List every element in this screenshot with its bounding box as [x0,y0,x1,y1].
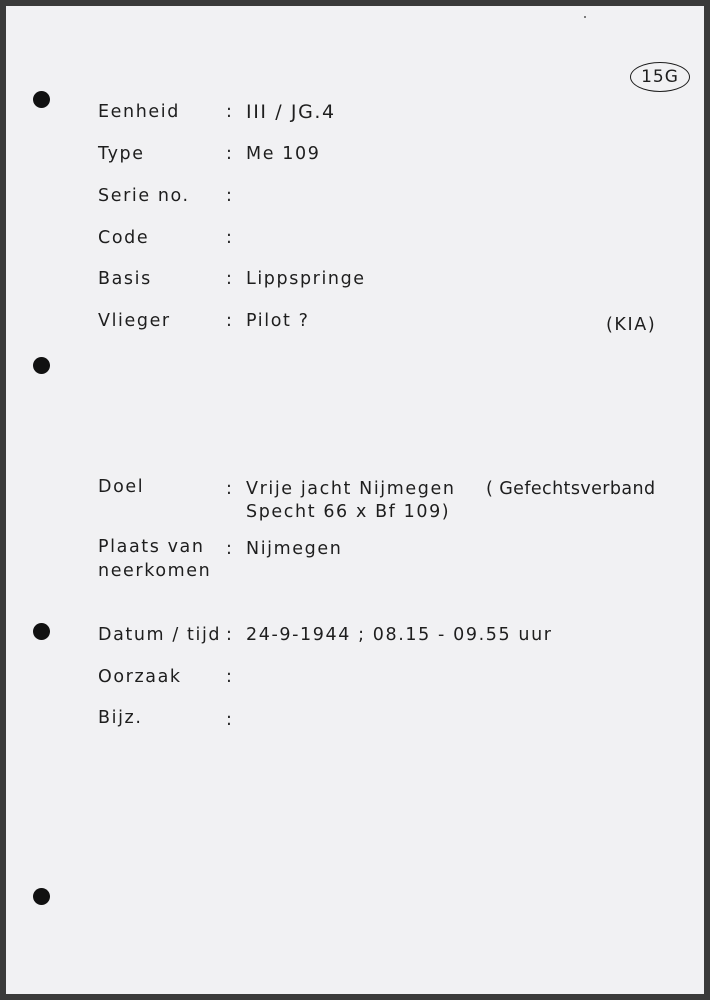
basis-label: Basis [98,269,152,289]
doel-label: Doel [98,477,145,497]
eenheid-label: Eenheid [98,102,180,122]
vlieger-value: Pilot ? [246,311,310,331]
serie-colon: : [226,186,234,206]
vlieger-label: Vlieger [98,311,171,331]
plaats-label-line2: neerkomen [98,561,212,581]
ink-dot [584,16,586,18]
punch-hole [33,357,50,374]
doel-value-line1-extra: ( Gefechtsverband [486,479,656,499]
type-label: Type [98,144,145,164]
doel-value-line2: Specht 66 x Bf 109) [246,502,451,522]
vlieger-status: (KIA) [606,315,657,335]
type-colon: : [226,144,234,164]
bijz-label: Bijz. [98,708,143,728]
punch-hole [33,91,50,108]
code-label: Code [98,228,150,248]
plaats-colon: : [226,539,234,559]
code-colon: : [226,228,234,248]
oorzaak-colon: : [226,667,234,687]
bijz-colon: : [226,710,234,730]
plaats-label-line1: Plaats van [98,537,205,557]
basis-colon: : [226,269,234,289]
serie-label: Serie no. [98,186,190,206]
datum-colon: : [226,625,234,645]
page-number-circled: 15G [630,62,690,92]
basis-value: Lippspringe [246,269,366,289]
document-page [6,6,704,994]
plaats-value: Nijmegen [246,539,343,559]
doel-colon: : [226,479,234,499]
eenheid-colon: : [226,102,234,122]
doel-value-line1: Vrije jacht Nijmegen [246,479,456,499]
type-value: Me 109 [246,144,321,164]
eenheid-value: III / JG.4 [246,101,336,123]
datum-label: Datum / tijd [98,625,222,645]
vlieger-colon: : [226,311,234,331]
datum-value: 24-9-1944 ; 08.15 - 09.55 uur [246,625,553,645]
punch-hole [33,888,50,905]
oorzaak-label: Oorzaak [98,667,182,687]
punch-hole [33,623,50,640]
